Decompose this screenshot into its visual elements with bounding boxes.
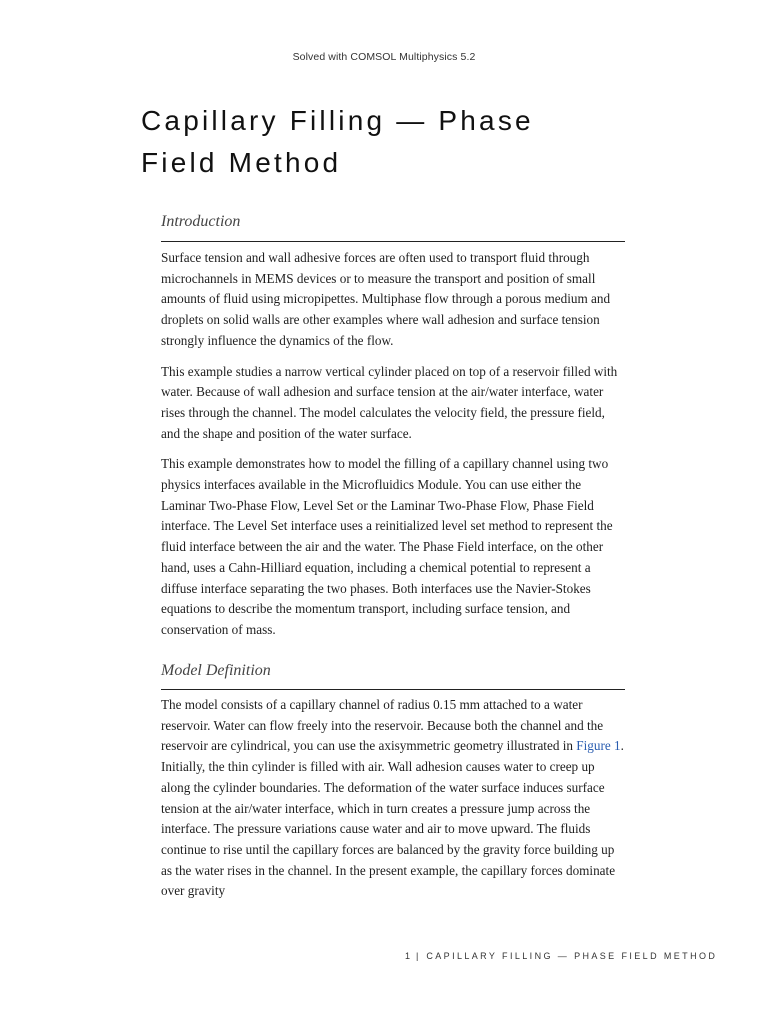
footer-running-title: CAPILLARY FILLING — PHASE FIELD METHOD: [426, 951, 718, 961]
introduction-heading: Introduction: [161, 213, 241, 230]
introduction-paragraph-2: This example studies a narrow vertical cylinder placed on top of a reservoir filled with water. Because of wall adhesion and surface tension at the air/water interface, water rises through the channel. The model calculates the velocity field, the pressure field, and the shape and position of the water surface.: [161, 363, 618, 441]
figure-1-link[interactable]: Figure 1: [576, 738, 621, 754]
document-title: Capillary Filling — Phase Field Method: [141, 105, 534, 178]
model-definition-text-before-link: The model consists of a capillary channel of radius 0.15 mm attached to a water reservoir. Water can flow freely into the reservoir. Because both the channel and the reservoir are cylindrical, you can use the axisymmetric geometry illustrated in: [161, 697, 604, 754]
introduction-body: [161, 248, 627, 651]
page-footer: [405, 951, 717, 961]
model-definition-body: [161, 695, 627, 912]
footer-separator: |: [416, 951, 419, 961]
model-definition-text-after-link: . Initially, the thin cylinder is filled with air. Wall adhesion causes water to creep up along the cylinder boundaries. The deformation of the water surface induces surface tension at the air/water interface, which in turn creates a pressure jump across the interface. The pressure variations cause water and air to move upward. The fluids continue to rise until the capillary forces are balanced by the gravity force building up as the water rises in the channel. In the present example, the capillary forces dominate over gravity: [161, 738, 624, 899]
model-definition-paragraph: [161, 695, 627, 902]
footer-page-number: 1: [405, 951, 411, 961]
model-definition-heading: Model Definition: [161, 662, 271, 679]
model-definition-rule: [161, 689, 625, 690]
page-header: Solved with COMSOL Multiphysics 5.2: [292, 51, 476, 63]
introduction-rule: [161, 241, 625, 242]
introduction-paragraph-3: This example demonstrates how to model the filling of a capillary channel using two physics interfaces available in the Microfluidics Module. You can use either the Laminar Two-Phase Flow, Level Set or the Laminar Two-Phase Flow, Phase Field interface. The Level Set interface uses a reinitialized level set method to represent the fluid interface between the air and the water. The Phase Field interface, on the other hand, uses a Cahn-Hilliard equation, including a chemical potential to represent a diffuse interface separating the two phases. Both interfaces use the Navier-Stokes equations to describe the momentum transport, including surface tension, and conservation of mass.: [161, 456, 613, 637]
introduction-paragraph-1: Surface tension and wall adhesive forces are often used to transport fluid through microchannels in MEMS devices or to measure the transport and position of small amounts of fluid using micropipettes. Multiphase flow through a porous medium and droplets on solid walls are other examples where wall adhesion and surface tension strongly influence the dynamics of the flow.: [161, 250, 611, 348]
